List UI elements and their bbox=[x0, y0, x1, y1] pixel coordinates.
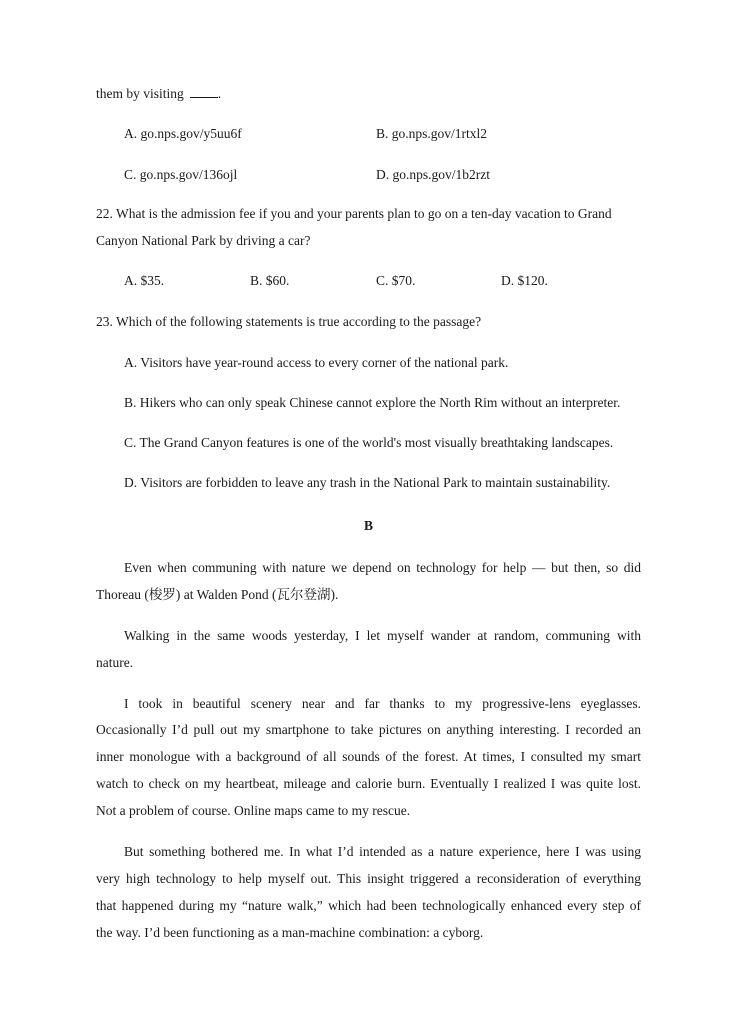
p3-line5: Not a problem of course. Online maps came to my rescue. bbox=[96, 803, 411, 818]
p4-line4: the way. I’d been functioning as a man-machine combination: a cyborg. bbox=[96, 925, 484, 940]
q21-option-b: B. go.nps.gov/1rtxl2 bbox=[376, 126, 488, 141]
section-heading: B bbox=[363, 518, 373, 533]
q21-stem-tail bbox=[96, 86, 221, 102]
p3-line1: I took in beautiful scenery near and far thanks to my progressive-lens eyeglasses. bbox=[124, 696, 641, 711]
q22-option-d: D. $120. bbox=[501, 273, 548, 288]
q21-option-c: C. go.nps.gov/136ojl bbox=[124, 167, 238, 182]
q22-stem-line2: Canyon National Park by driving a car? bbox=[96, 233, 311, 248]
q23-option-d: D. Visitors are forbidden to leave any trash in the National Park to maintain sustainability. bbox=[124, 475, 611, 490]
q22-option-b: B. $60. bbox=[250, 273, 290, 288]
p2-line1: Walking in the same woods yesterday, I let myself wander at random, communing with bbox=[124, 628, 641, 643]
q22-stem-line1: 22. What is the admission fee if you and your parents plan to go on a ten-day vacation to Grand bbox=[96, 206, 612, 221]
q23-option-c: C. The Grand Canyon features is one of the world's most visually breathtaking landscapes. bbox=[124, 435, 614, 450]
p3-line2: Occasionally I’d pull out my smartphone to take pictures on anything interesting. I recorded an bbox=[96, 722, 641, 737]
p3-line4: watch to check on my heartbeat, mileage and calorie burn. Eventually I realized I was quite lost. bbox=[96, 776, 641, 791]
p4-line3: that happened during my “nature walk,” which had been technologically enhanced every step of bbox=[96, 898, 641, 913]
q22-option-a: A. $35. bbox=[124, 273, 165, 288]
answer-blank bbox=[190, 87, 218, 98]
p3-line3: inner monologue with a background of all sounds of the forest. At times, I consulted my smart bbox=[96, 749, 641, 764]
q22-option-c: C. $70. bbox=[376, 273, 416, 288]
p1-line2: Thoreau (梭罗) at Walden Pond (瓦尔登湖). bbox=[96, 587, 339, 602]
q23-option-b: B. Hikers who can only speak Chinese cannot explore the North Rim without an interpreter. bbox=[124, 395, 621, 410]
p4-line2: very high technology to help myself out. This insight triggered a reconsideration of everything bbox=[96, 871, 641, 886]
q23-stem: 23. Which of the following statements is true according to the passage? bbox=[96, 314, 482, 329]
q23-option-a: A. Visitors have year-round access to every corner of the national park. bbox=[124, 355, 509, 370]
p1-line1: Even when communing with nature we depend on technology for help — but then, so did bbox=[124, 560, 641, 575]
q21-stem-end: . bbox=[217, 86, 222, 101]
q21-option-d: D. go.nps.gov/1b2rzt bbox=[376, 167, 490, 182]
p4-line1: But something bothered me. In what I’d intended as a nature experience, here I was using bbox=[124, 844, 641, 859]
q21-option-a: A. go.nps.gov/y5uu6f bbox=[124, 126, 242, 141]
q21-stem-text: them by visiting bbox=[96, 86, 184, 101]
p2-line2: nature. bbox=[96, 655, 134, 670]
